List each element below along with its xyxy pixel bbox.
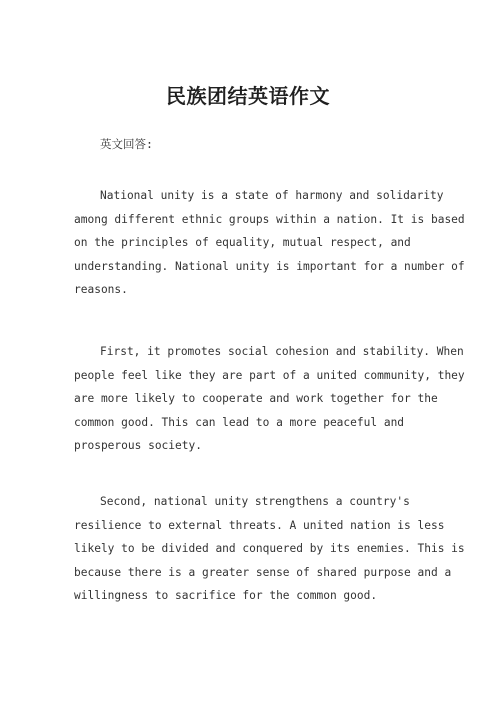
text-line: on the principles of equality, mutual respect, and	[74, 236, 411, 250]
document-title: 民族团结英语作文	[166, 84, 330, 108]
text-line: likely to be divided and conquered by its enemies. This is	[74, 542, 465, 556]
text-line: prosperous society.	[74, 439, 202, 453]
text-line: reasons.	[74, 283, 128, 297]
text-line: First, it promotes social cohesion and stability. When	[100, 345, 464, 358]
text-line: common good. This can lead to a more peaceful and	[74, 415, 405, 429]
text-line: are more likely to cooperate and work together for the	[74, 392, 438, 406]
text-line: among different ethnic groups within a nation. It is based	[74, 212, 465, 226]
paragraph-1	[74, 184, 465, 302]
text-line: resilience to external threats. A united nation is less	[74, 518, 445, 532]
text-line: because there is a greater sense of shared purpose and a	[74, 565, 452, 579]
text-line: people feel like they are part of a united community, they	[74, 368, 465, 382]
text-line: Second, national unity strengthens a country's	[100, 495, 410, 508]
paragraph-2	[74, 340, 465, 458]
text-line: understanding. National unity is important for a number of	[74, 259, 465, 273]
paragraph-3	[74, 490, 465, 608]
text-line: National unity is a state of harmony and solidarity	[100, 189, 444, 202]
text-line: willingness to sacrifice for the common good.	[74, 589, 378, 603]
section-label: 英文回答:	[100, 137, 153, 151]
